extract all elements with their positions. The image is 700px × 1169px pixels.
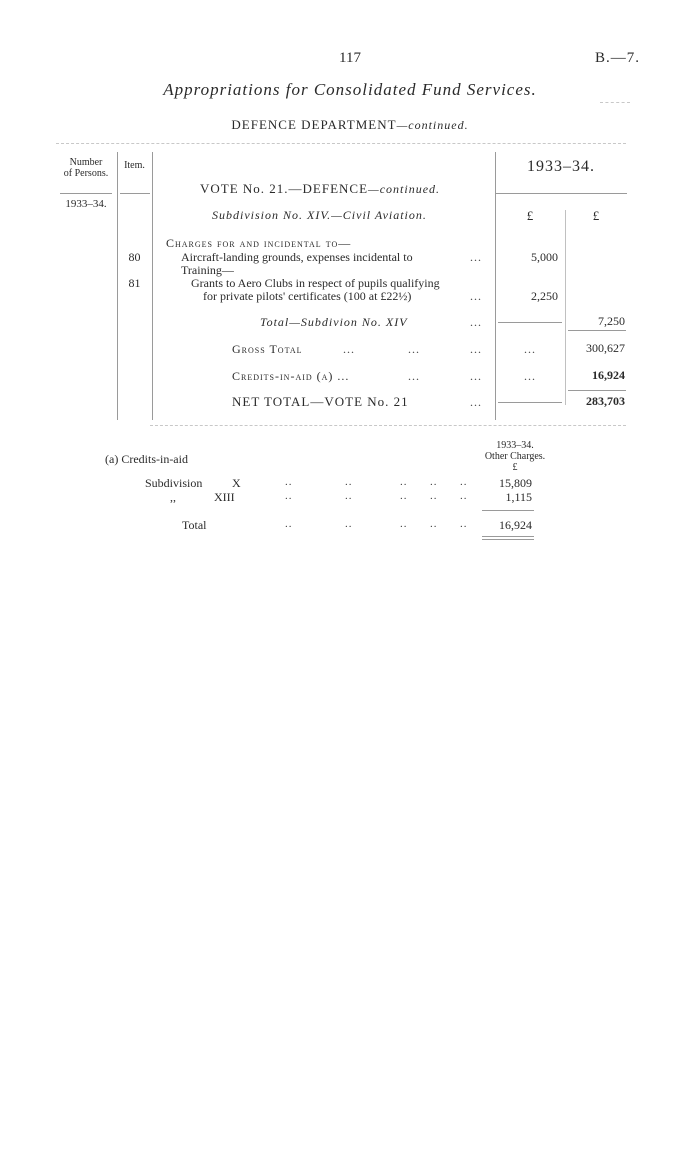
charges-heading: Charges for and incidental to— [166,236,352,250]
leader-dots: .. [345,476,353,488]
leader-dots: ... [343,342,355,356]
department-heading [150,117,550,133]
leader-dots: ... [470,289,482,303]
subdivision-title: Subdivision No. XIV.—Civil Aviation. [212,208,427,222]
vote-title: VOTE No. 21.—DEFENCE—continued. [200,181,441,196]
leader-dots: .. [285,490,293,502]
net-total-amount: 283,703 [586,394,625,408]
leader-dots: .. [285,518,293,530]
leader-dots: .. [345,518,353,530]
persons-column-header: Number of Persons. [63,157,109,179]
leader-dots: .. [285,476,293,488]
leader-dots: ... [470,315,482,329]
leader-dots: .. [430,490,438,502]
net-total-label: NET TOTAL—VOTE No. 21 [232,394,409,409]
footnote-row-amount: 1,115 [505,490,532,504]
leader-dots: ... [408,369,420,383]
series-code: B.—7. [594,50,640,66]
item-column-header: Item. [124,160,145,171]
leader-dots: ... [524,342,536,356]
leader-dots: .. [460,490,468,502]
leader-dots: ... [524,369,536,383]
leader-dots: ... [470,342,482,356]
item-description: Grants to Aero Clubs in respect of pupils qualifying [191,276,440,290]
leader-dots: ... [408,342,420,356]
department-name: DEFENCE DEPARTMENT [231,117,397,132]
item-number: 80 [128,250,141,264]
footnote-label: (a) Credits-in-aid [105,452,188,466]
leader-dots: ... [470,369,482,383]
gross-total-amount: 300,627 [586,341,625,355]
subdivision-total-amount: 7,250 [598,314,625,328]
item-number: 81 [128,276,141,290]
leader-dots: .. [460,518,468,530]
leader-dots: .. [430,518,438,530]
currency-symbol-left: £ [526,208,534,223]
gross-total-label: Gross Total [232,342,303,356]
item-description: Aircraft-landing grounds, expenses incidental to [181,250,413,264]
leader-dots: .. [430,476,438,488]
footnote-total-amount: 16,924 [499,518,532,532]
leader-dots: ... [470,250,482,264]
item-amount: 2,250 [531,289,558,303]
footnote-row-name: Subdivision [145,476,203,490]
footnote-row-amount: 15,809 [499,476,532,490]
footnote-row-numeral: XIII [214,490,235,504]
subdivision-total-label: Total—Subdivion No. XIV [260,315,408,329]
leader-dots: .. [460,476,468,488]
page-number: 117 [339,50,361,66]
footnote-total-label: Total [182,518,207,532]
column-rule-item [152,152,153,420]
credits-in-aid-label: Credits-in-aid (a) ... [232,369,350,383]
leader-dots: .. [345,490,353,502]
leader-dots: ... [470,395,482,409]
item-description: Training— [181,263,234,277]
footnote-column-header: 1933–34. Other Charges. £ [484,440,546,473]
persons-year: 1933–34. [65,198,107,210]
department-suffix: —continued. [396,118,469,132]
leader-dots: .. [400,518,408,530]
item-description: for private pilots' certificates (100 at £22½) [203,289,412,303]
credits-in-aid-amount: 16,924 [592,368,625,382]
leader-dots: .. [400,490,408,502]
footnote-row-name: ,, [170,490,176,504]
footnote-row-numeral: X [232,476,241,490]
item-amount: 5,000 [531,250,558,264]
year-column-header: 1933–34. [527,158,595,175]
page-title: Appropriations for Consolidated Fund Services. [163,80,537,99]
leader-dots: .. [400,476,408,488]
currency-symbol-right: £ [592,208,600,223]
